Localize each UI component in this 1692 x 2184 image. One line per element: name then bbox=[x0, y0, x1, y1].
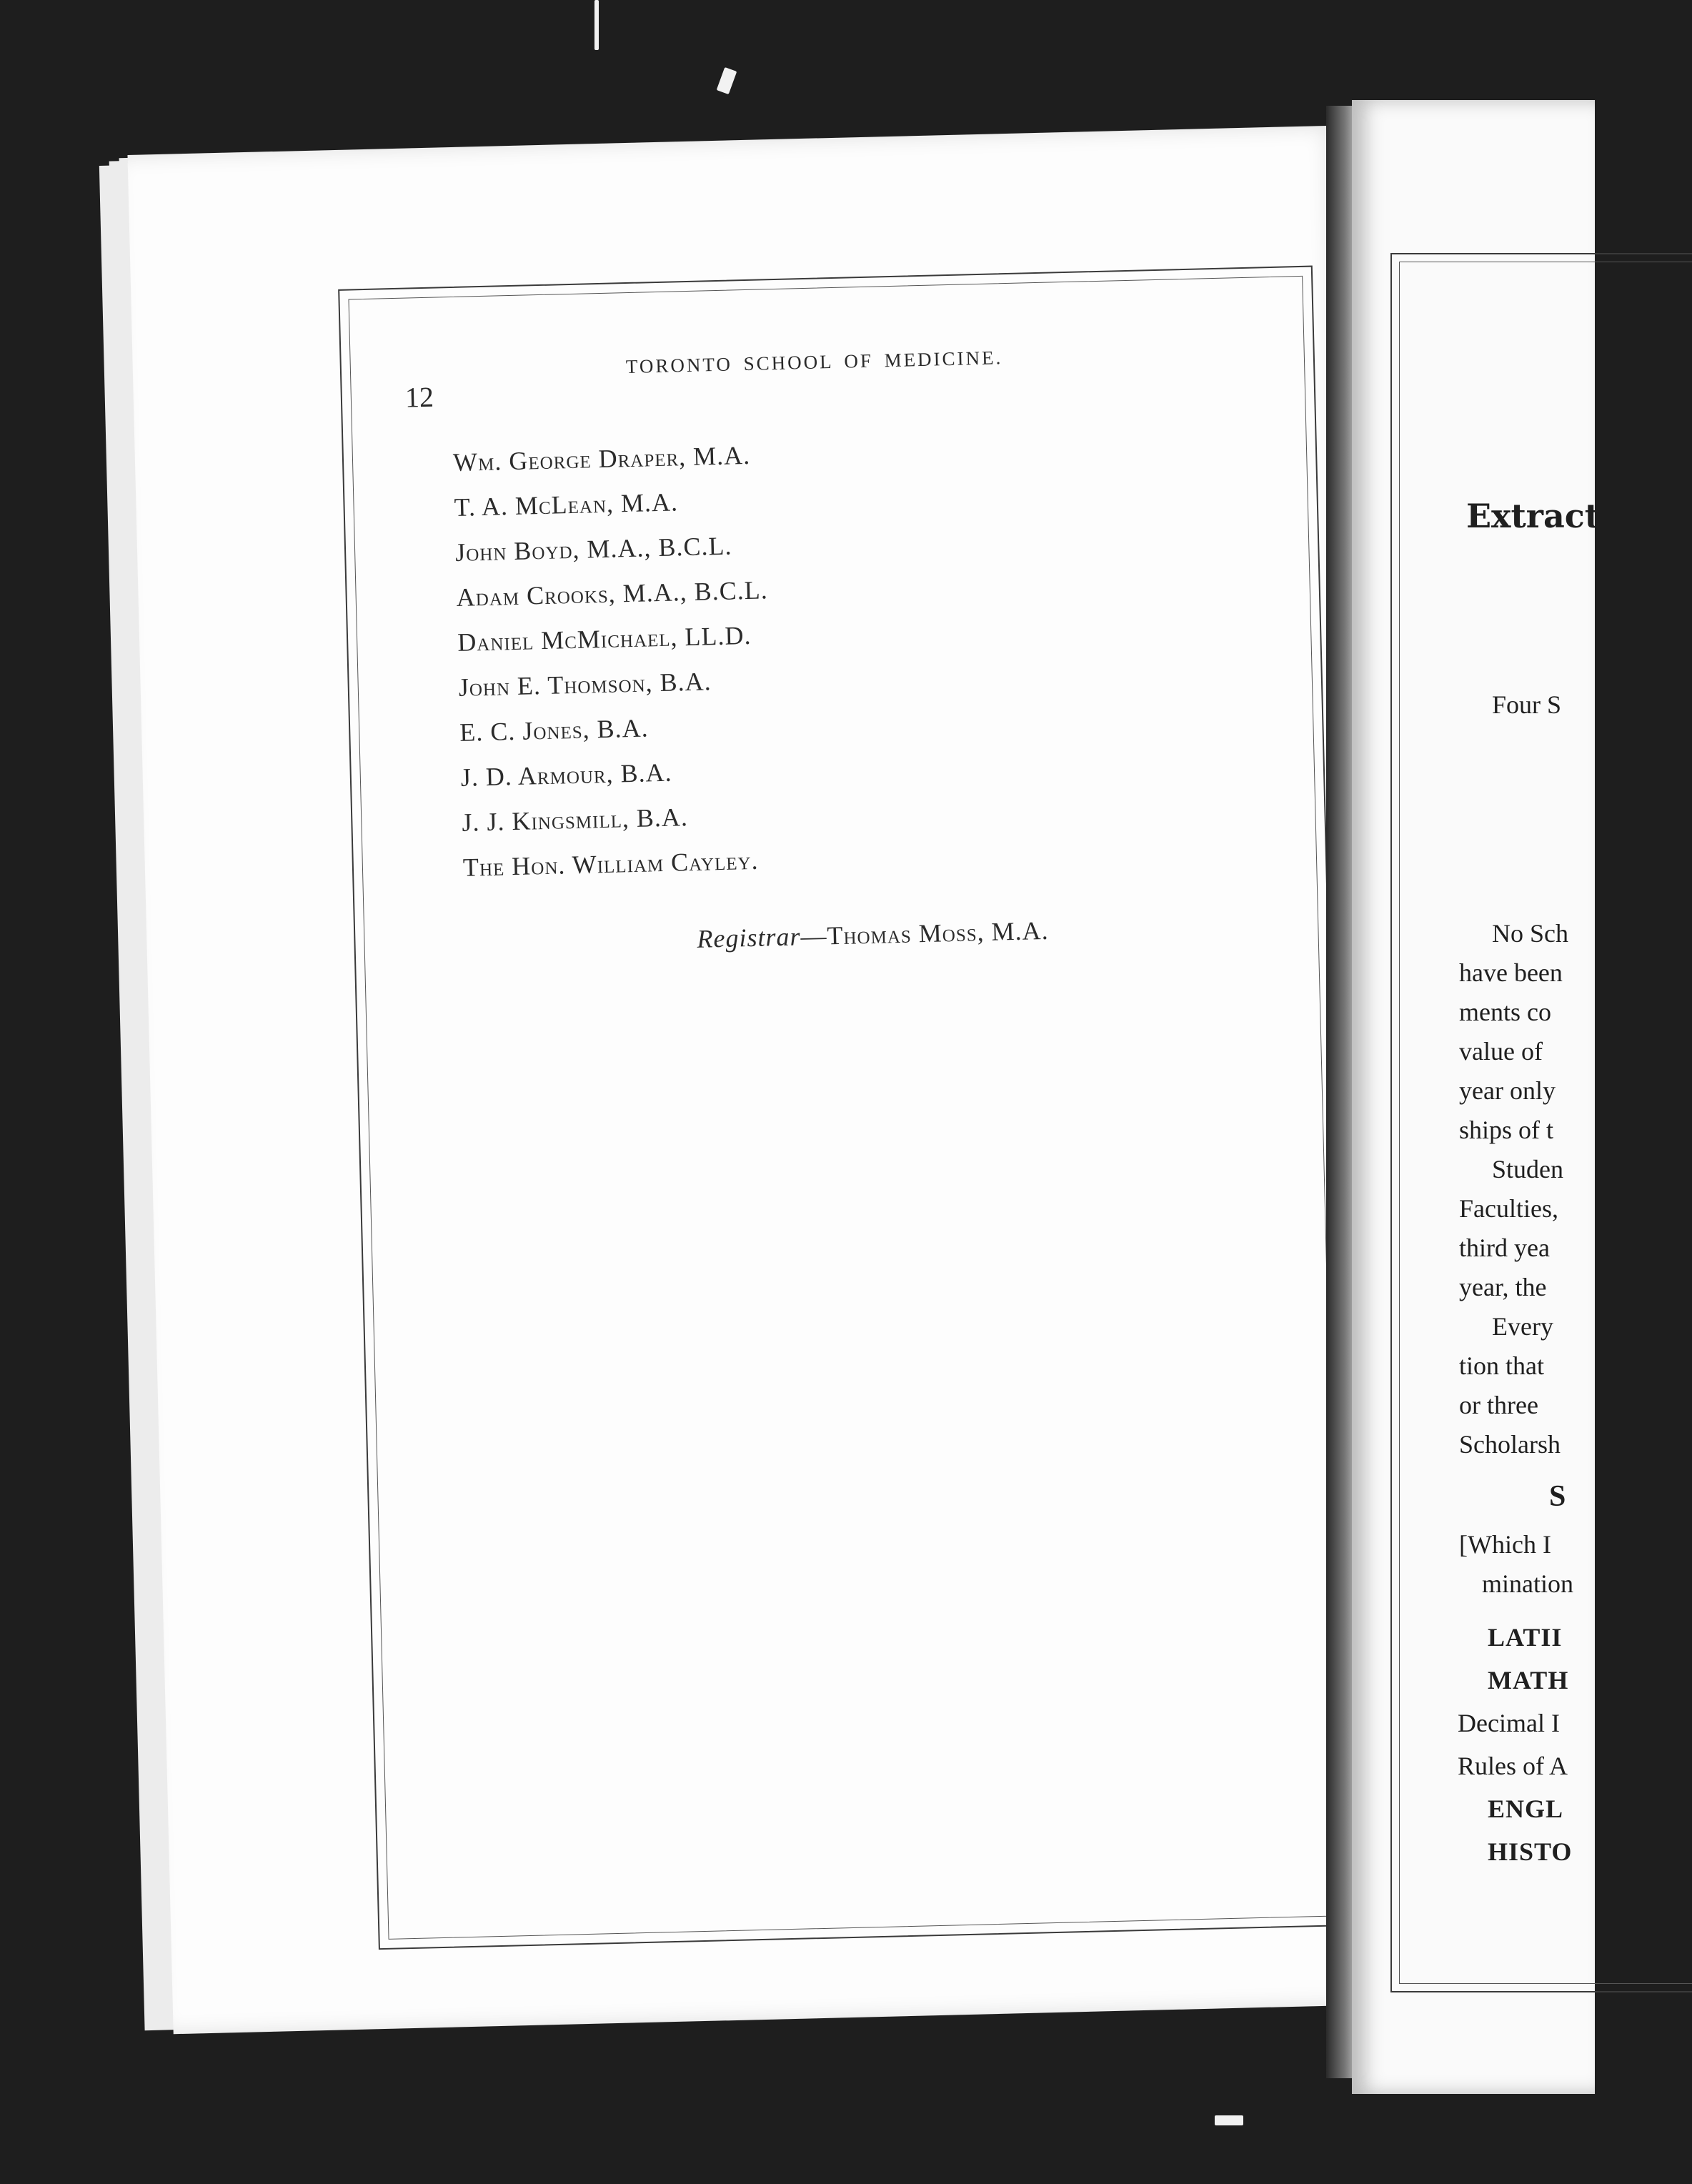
member-name: The Hon. William Cayley. bbox=[462, 845, 759, 882]
registrar-name: Thomas Moss, M.A. bbox=[826, 915, 1050, 950]
bracket-line: [Which I bbox=[1459, 1530, 1551, 1559]
registrar-dash: — bbox=[800, 921, 827, 951]
dust-speck bbox=[717, 67, 737, 94]
body-line: No Sch bbox=[1492, 919, 1568, 948]
member-name: John E. Thomson, B.A. bbox=[458, 667, 712, 702]
running-head: TORONTO SCHOOL OF MEDICINE. bbox=[625, 347, 1003, 378]
bracket-line: mination bbox=[1482, 1569, 1573, 1598]
section-letter: S bbox=[1549, 1480, 1567, 1513]
left-page-stack bbox=[99, 111, 1388, 2042]
right-page bbox=[1352, 100, 1601, 2094]
page-border-inner bbox=[348, 276, 1343, 1940]
subject-heading: MATH bbox=[1488, 1666, 1569, 1694]
subheading: Four S bbox=[1492, 690, 1562, 719]
member-name: E. C. Jones, B.A. bbox=[459, 713, 650, 747]
page-number: 12 bbox=[404, 380, 434, 414]
left-page bbox=[127, 125, 1388, 2034]
subject-line: Rules of A bbox=[1458, 1752, 1568, 1780]
body-line: year only bbox=[1459, 1076, 1556, 1105]
member-name: Adam Crooks, M.A., B.C.L. bbox=[456, 575, 769, 612]
dust-speck bbox=[1215, 2115, 1243, 2125]
member-name: T. A. McLean, M.A. bbox=[454, 487, 679, 522]
body-line: tion that bbox=[1459, 1351, 1544, 1380]
body-line: Studen bbox=[1492, 1155, 1564, 1183]
section-heading: Extract bbox=[1466, 497, 1601, 535]
member-name: J. J. Kingsmill, B.A. bbox=[461, 803, 689, 837]
body-line: year, the bbox=[1459, 1273, 1547, 1301]
member-name: John Boyd, M.A., B.C.L. bbox=[454, 531, 732, 567]
body-line: third yea bbox=[1459, 1234, 1550, 1262]
body-line: or three bbox=[1459, 1391, 1538, 1419]
member-name: J. D. Armour, B.A. bbox=[460, 758, 673, 792]
body-line: Scholarsh bbox=[1459, 1430, 1561, 1459]
member-name: Wm. George Draper, M.A. bbox=[452, 440, 751, 477]
subject-heading: ENGL bbox=[1488, 1795, 1564, 1823]
body-line: ments co bbox=[1459, 998, 1551, 1026]
body-line: have been bbox=[1459, 958, 1563, 987]
body-line: Every bbox=[1492, 1312, 1553, 1341]
body-line: ships of t bbox=[1459, 1116, 1554, 1144]
dust-speck bbox=[594, 0, 599, 50]
body-line: Faculties, bbox=[1459, 1194, 1558, 1223]
member-name: Daniel McMichael, LL.D. bbox=[457, 620, 752, 657]
subject-heading: LATII bbox=[1488, 1623, 1563, 1652]
registrar-role: Registrar bbox=[697, 922, 801, 953]
subject-line: Decimal I bbox=[1458, 1709, 1560, 1737]
body-line: value of bbox=[1459, 1037, 1543, 1066]
subject-heading: HISTO bbox=[1488, 1837, 1573, 1866]
